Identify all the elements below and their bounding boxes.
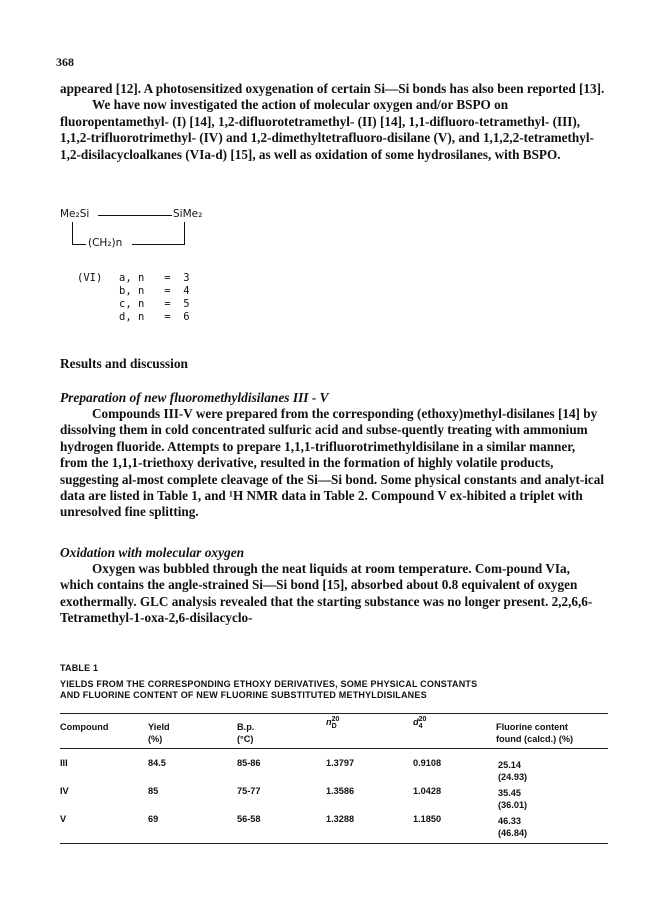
si-si-bond	[98, 215, 172, 216]
variant-value: 5	[183, 298, 190, 310]
column-header-refractive-index	[326, 716, 339, 730]
cell-fluorine	[498, 815, 527, 839]
paragraph-2: We have now investigated the action of molecular oxygen and/or BSPO on fluoropentamethyl- (I) [14], 1,2-difluorotetramethyl- (II) [14], 1,1-difluoro-tetramethyl- (III), 1,1,2-trifluorotrimethyl- (IV) and 1,2-dimethyltetrafluoro-disilane (V), and 1,1,2,2-tetramethyl-1,2-disilacycloalkanes (VIa-d) [15], as well as oxidation of some hydrosilanes, with BSPO.	[60, 97, 594, 162]
structure-variants	[77, 272, 190, 324]
subsection-2-title: Oxidation with molecular oxygen	[60, 545, 245, 560]
cell-yield: 85	[148, 786, 159, 796]
cell-bp: 56-58	[237, 814, 261, 824]
column-header-bp	[237, 721, 254, 745]
structure-bridge: (CH₂)n	[88, 237, 123, 249]
table-label: TABLE 1	[60, 663, 99, 673]
paragraph-1: appeared [12]. A photosensitized oxygenation of certain Si—Si bonds has also been reported [13].	[60, 81, 605, 96]
d-base: d	[413, 717, 419, 727]
structure-vi	[60, 208, 260, 278]
cell-fluorine	[498, 787, 527, 811]
structure-label: (VI)	[77, 272, 103, 284]
variant-eq: =	[164, 311, 171, 323]
fluorine-found: 35.45	[498, 788, 521, 798]
yield-header-unit: (%)	[148, 734, 163, 744]
variant-letter: c, n	[119, 298, 145, 310]
variant-eq: =	[164, 285, 171, 297]
cell-density: 1.1850	[413, 814, 442, 824]
variant-letter: b, n	[119, 285, 145, 297]
column-header-compound: Compound	[60, 722, 109, 732]
variant-row	[77, 272, 190, 285]
fluorine-calcd: (46.84)	[498, 828, 528, 838]
subsection-1-title: Preparation of new fluoromethyldisilanes III - V	[60, 390, 329, 405]
fluorine-found: 25.14	[498, 760, 521, 770]
variant-row	[77, 298, 190, 311]
cell-yield: 69	[148, 814, 159, 824]
fluorine-header-sub: found (calcd.) (%)	[496, 734, 574, 744]
nd-sup: 20	[331, 716, 340, 723]
cell-compound: V	[60, 814, 67, 824]
column-header-yield	[148, 721, 170, 745]
subsection-2-text: Oxygen was bubbled through the neat liquids at room temperature. Com-pound VIa, which contains the angle-strained Si—Si bond [15], absorbed about 0.8 equivalent of oxygen exothermally. GLC analysis revealed that the starting substance was no longer present. 2,2,6,6-Tetramethyl-1-oxa-2,6-disilacyclo-	[60, 561, 593, 626]
variant-letter: a, n	[119, 272, 145, 284]
variant-eq: =	[164, 272, 171, 284]
cell-yield: 84.5	[148, 758, 166, 768]
bp-header-unit: (°C)	[237, 734, 254, 744]
variant-value: 4	[183, 285, 190, 297]
fluorine-calcd: (36.01)	[498, 800, 528, 810]
ring-left-line	[72, 222, 73, 244]
cell-nd: 1.3288	[326, 814, 355, 824]
cell-compound: IV	[60, 786, 69, 796]
fluorine-calcd: (24.93)	[498, 772, 528, 782]
cell-fluorine	[498, 759, 527, 783]
fluorine-header-label: Fluorine content	[496, 722, 568, 732]
ring-right-line	[184, 222, 185, 245]
intro-text	[60, 81, 606, 163]
structure-right-group: SiMe₂	[173, 208, 203, 220]
cell-nd: 1.3797	[326, 758, 355, 768]
variant-value: 6	[183, 311, 190, 323]
nd-base: n	[326, 717, 332, 727]
fluorine-found: 46.33	[498, 816, 521, 826]
variant-eq: =	[164, 298, 171, 310]
variant-letter: d, n	[119, 311, 145, 323]
cell-density: 1.0428	[413, 786, 442, 796]
yield-header-label: Yield	[148, 722, 170, 732]
table-caption-line-2: AND FLUORINE CONTENT OF NEW FLUORINE SUBSTITUTED METHYLDISILANES	[60, 690, 427, 700]
table-bottom-rule	[60, 843, 608, 844]
variant-value: 3	[183, 272, 190, 284]
cell-density: 0.9108	[413, 758, 442, 768]
variant-row	[77, 311, 190, 324]
d-sub: 4	[418, 723, 423, 730]
page-number: 368	[56, 55, 74, 69]
table-caption-line-1: YIELDS FROM THE CORRESPONDING ETHOXY DERIVATIVES, SOME PHYSICAL CONSTANTS	[60, 679, 478, 689]
column-header-fluorine	[496, 721, 573, 745]
structure-left-group: Me₂Si	[60, 208, 90, 220]
cell-compound: III	[60, 758, 68, 768]
cell-bp: 85-86	[237, 758, 261, 768]
ring-bottom-left-line	[72, 244, 86, 245]
d-sup: 20	[418, 716, 427, 723]
bp-header-label: B.p.	[237, 722, 255, 732]
variant-row	[77, 285, 190, 298]
cell-bp: 75-77	[237, 786, 261, 796]
section-heading: Results and discussion	[60, 356, 189, 371]
table-top-rule	[60, 713, 608, 714]
subsection-1-text: Compounds III-V were prepared from the corresponding (ethoxy)methyl-disilanes [14] by dissolving them in cold concentrated sulfuric acid and subse-quently treating with ammonium hydrogen fluoride. Attempts to prepare 1,1,1-trifluorotrimethyldisilane in a similar manner, from the 1,1,1-triethoxy derivative, resulted in the formation of highly volatile products, suggesting al-most complete cleavage of the Si—Si bond. Some physical constants and analyt-ical data are listed in Table 1, and ¹H NMR data in Table 2. Compound V ex-hibited a triplet with unresolved fine splitting.	[60, 406, 604, 520]
nd-sub: D	[331, 723, 337, 730]
column-header-density	[413, 716, 426, 730]
table-header-rule	[60, 748, 608, 749]
ring-bottom-right-line	[132, 244, 184, 245]
cell-nd: 1.3586	[326, 786, 355, 796]
